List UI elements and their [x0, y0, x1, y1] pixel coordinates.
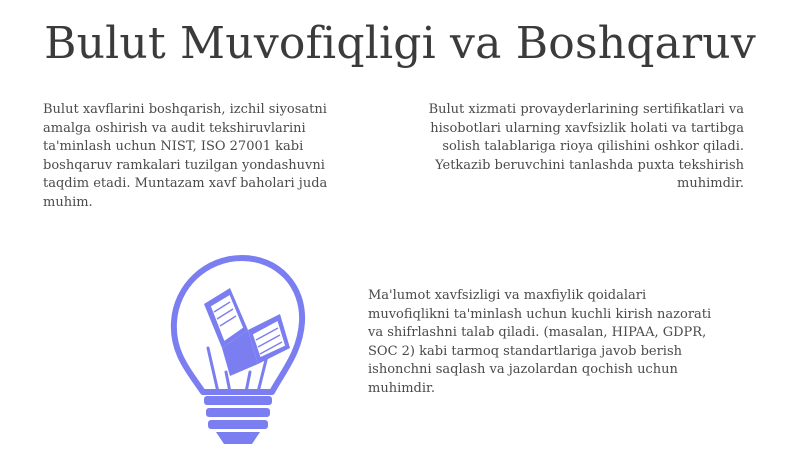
paragraph-governance: Bulut xavflarini boshqarish, izchil siyosatni amalga oshirish va audit tekshiruvlarini ta'minlash uchun NIST, ISO 27001 kabi boshqaruv ramkalari tuzilgan yondashuvni taqdim etadi. Muntazam xavf baholari juda muhim. [43, 102, 328, 210]
book-icon [204, 288, 290, 376]
paragraph-data-security: Ma'lumot xavfsizligi va maxfiylik qoidalari muvofiqlikni ta'minlash uchun kuchli kirish nazorati va shifrlashni talab qiladi. (masalan, HIPAA, GDPR, SOC 2) kabi tarmoq standartlariga javob berish ishonchni saqlash va jazolardan qochish uchun muhimdir. [368, 288, 712, 396]
lightbulb-with-book-icon [168, 252, 308, 448]
paragraph-certifications: Bulut xizmati provayderlarining sertifikatlari va hisobotlari ularning xavfsizlik holati va tartibga solish talablariga rioya qilishini oshkor qiladi. Yetkazib beruvchini tanlashda puxta tekshirish muhimdir. [428, 102, 744, 191]
bulb-base [204, 396, 272, 444]
slide-title: Bulut Muvofiqligi va Boshqaruv [44, 18, 756, 69]
